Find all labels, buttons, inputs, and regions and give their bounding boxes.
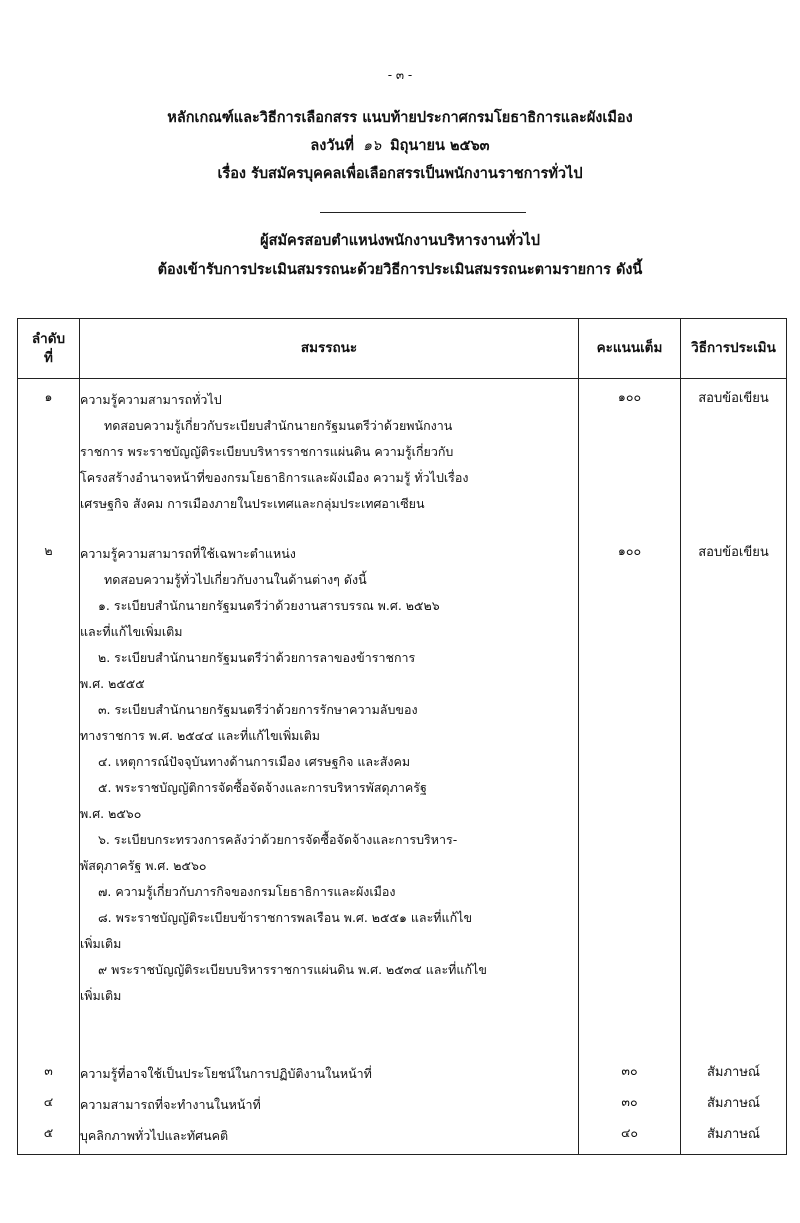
full-score: ๑๐๐ (579, 541, 681, 1061)
table-row (18, 541, 787, 1061)
competency-list-item: ๑. ระเบียบสำนักนายกรัฐมนตรีว่าด้วยงานสารบรรณ พ.ศ. ๒๕๒๖ (98, 598, 440, 613)
competency-detail-line: เศรษฐกิจ สังคม การเมืองภายในประเทศและกลุ่มประเทศอาเซียน (80, 496, 425, 511)
competency-title: บุคลิกภาพทั่วไปและทัศนคติ (80, 1128, 229, 1143)
column-header-no-line1: ลำดับ (31, 330, 66, 347)
page-number: - ๓ - (387, 68, 413, 82)
competency-detail-line: โครงสร้างอำนาจหน้าที่ของกรมโยธาธิการและผังเมือง ความรู้ ทั่วไปเรื่อง (80, 470, 469, 485)
header-date-suffix: มิถุนายน ๒๕๖๓ (390, 138, 490, 154)
competency-title: ความรู้ที่อาจใช้เป็นประโยชน์ในการปฏิบัติงานในหน้าที่ (80, 1066, 372, 1081)
competency-list-item: ๘. พระราชบัญญัติระเบียบข้าราชการพลเรือน พ.ศ. ๒๕๕๑ และที่แก้ไข (98, 910, 473, 925)
competency-list-item-cont: พ.ศ. ๒๕๖๐ (80, 806, 142, 821)
row-number: ๑ (18, 379, 80, 542)
competency-list-item-cont: เพิ่มเติม (80, 988, 122, 1003)
position-title: ผู้สมัครสอบตำแหน่งพนักงานบริหารงานทั่วไป (260, 233, 540, 249)
column-header-no (18, 319, 80, 379)
competency-table (17, 318, 787, 1155)
competency-cell (80, 1092, 579, 1123)
full-score: ๔๐ (579, 1123, 681, 1155)
assessment-method: สอบข้อเขียน (681, 379, 787, 542)
competency-list-item-cont: พ.ศ. ๒๕๕๕ (80, 676, 145, 691)
competency-detail-line: ทดสอบความรู้ทั่วไปเกี่ยวกับงานในด้านต่างๆ ดังนี้ (104, 572, 367, 587)
column-header-method: วิธีการประเมิน (681, 319, 787, 379)
header-divider (320, 212, 526, 213)
competency-list-item: ๕. พระราชบัญญัติการจัดซื้อจัดจ้างและการบริหารพัสดุภาครัฐ (98, 780, 427, 795)
header-date (0, 132, 800, 160)
competency-list-item-cont: และที่แก้ไขเพิ่มเติม (80, 624, 183, 639)
assessment-method: สอบข้อเขียน (681, 541, 787, 1061)
full-score: ๓๐ (579, 1092, 681, 1123)
assessment-intro: ต้องเข้ารับการประเมินสมรรถนะด้วยวิธีการประเมินสมรรถนะตามรายการ ดังนี้ (157, 262, 643, 278)
document-header (0, 104, 800, 188)
competency-list-item: ๖. ระเบียบกระทรวงการคลังว่าด้วยการจัดซื้อจัดจ้างและการบริหาร- (98, 832, 458, 847)
column-header-no-line2: ที่ (44, 349, 53, 366)
full-score: ๑๐๐ (579, 379, 681, 542)
competency-list-item-cont: พัสดุภาครัฐ พ.ศ. ๒๕๖๐ (80, 858, 207, 873)
assessment-method: สัมภาษณ์ (681, 1061, 787, 1092)
table-row (18, 1092, 787, 1123)
competency-title: ความสามารถที่จะทำงานในหน้าที่ (80, 1097, 261, 1112)
assessment-method: สัมภาษณ์ (681, 1123, 787, 1155)
assessment-method: สัมภาษณ์ (681, 1092, 787, 1123)
header-date-day: ๑๖ (362, 138, 382, 154)
competency-cell (80, 541, 579, 1061)
header-title: หลักเกณฑ์และวิธีการเลือกสรร แนบท้ายประกาศกรมโยธาธิการและผังเมือง (167, 110, 633, 126)
table-row (18, 1061, 787, 1092)
competency-cell (80, 1061, 579, 1092)
competency-title: ความรู้ความสามารถที่ใช้เฉพาะตำแหน่ง (80, 546, 296, 561)
column-header-competency: สมรรถนะ (80, 319, 579, 379)
header-subject: เรื่อง รับสมัครบุคคลเพื่อเลือกสรรเป็นพนักงานราชการทั่วไป (217, 166, 583, 182)
row-number: ๒ (18, 541, 80, 1061)
table-header-row (18, 319, 787, 379)
competency-list-item: ๗. ความรู้เกี่ยวกับภารกิจของกรมโยธาธิการและผังเมือง (98, 884, 396, 899)
competency-cell (80, 379, 579, 542)
competency-detail-line: ราชการ พระราชบัญญัติระเบียบบริหารราชการแผ่นดิน ความรู้เกี่ยวกับ (80, 444, 454, 459)
competency-cell (80, 1123, 579, 1155)
column-header-full-score: คะแนนเต็ม (579, 319, 681, 379)
competency-list-item: ๙ พระราชบัญญัติระเบียบบริหารราชการแผ่นดิน พ.ศ. ๒๕๓๔ และที่แก้ไข (98, 962, 487, 977)
table-row (18, 379, 787, 542)
position-subheader (0, 227, 800, 285)
competency-detail-line: ทดสอบความรู้เกี่ยวกับระเบียบสำนักนายกรัฐมนตรีว่าด้วยพนักงาน (104, 418, 453, 433)
competency-list-item-cont: เพิ่มเติม (80, 936, 122, 951)
table-row (18, 1123, 787, 1155)
competency-list-item: ๔. เหตุการณ์ปัจจุบันทางด้านการเมือง เศรษฐกิจ และสังคม (98, 754, 411, 769)
competency-list-item: ๒. ระเบียบสำนักนายกรัฐมนตรีว่าด้วยการลาของข้าราชการ (98, 650, 416, 665)
competency-title: ความรู้ความสามารถทั่วไป (80, 392, 222, 407)
competency-list-item-cont: ทางราชการ พ.ศ. ๒๕๔๔ และที่แก้ไขเพิ่มเติม (80, 728, 321, 743)
row-number: ๔ (18, 1092, 80, 1123)
header-date-prefix: ลงวันที่ (310, 138, 354, 154)
competency-list-item: ๓. ระเบียบสำนักนายกรัฐมนตรีว่าด้วยการรักษาความลับของ (98, 702, 418, 717)
full-score: ๓๐ (579, 1061, 681, 1092)
row-number: ๕ (18, 1123, 80, 1155)
row-number: ๓ (18, 1061, 80, 1092)
